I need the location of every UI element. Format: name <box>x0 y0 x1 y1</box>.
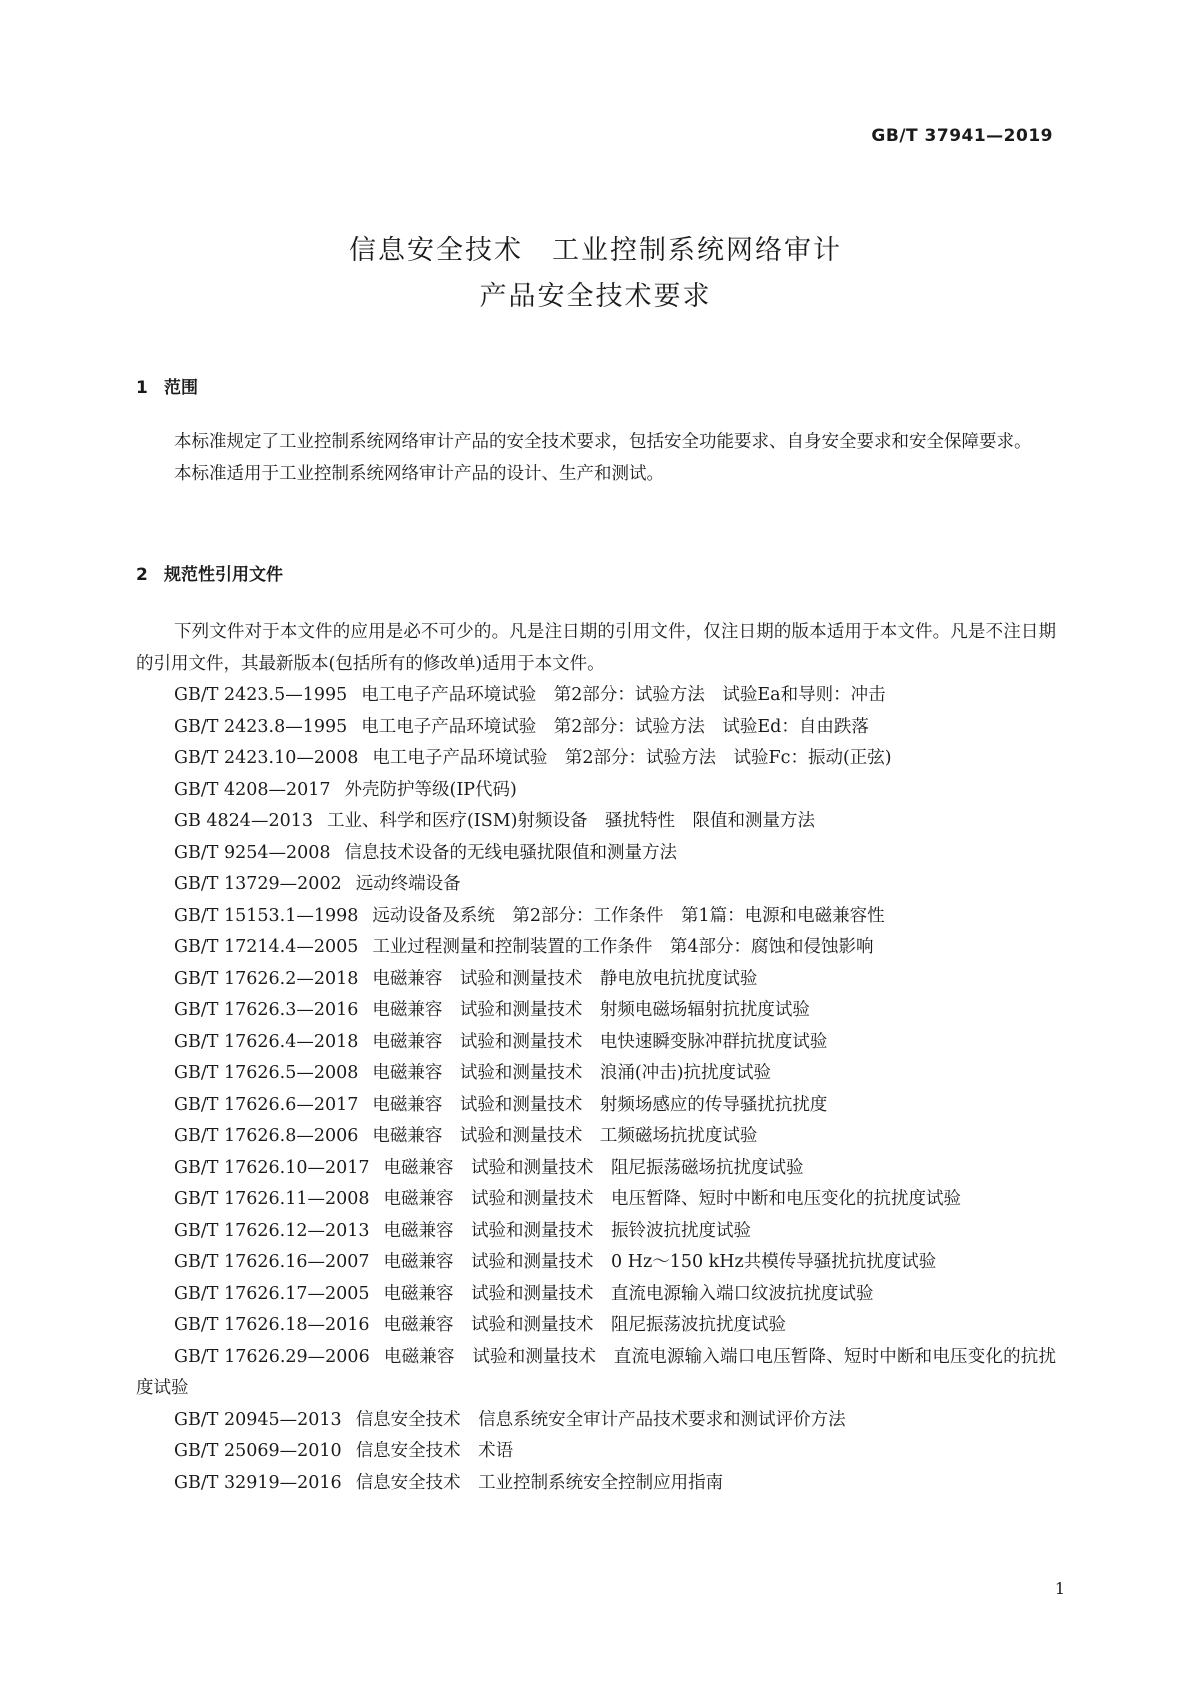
section-2-title: 规范性引用文件 <box>164 565 283 585</box>
reference-title: 信息安全技术 工业控制系统安全控制应用指南 <box>355 1472 724 1493</box>
reference-item <box>136 743 1056 775</box>
reference-code: GB/T 17626.29—2006 <box>174 1346 370 1367</box>
section-2-body <box>136 617 1056 1499</box>
reference-code: GB/T 13729—2002 <box>174 874 342 894</box>
reference-item <box>136 1310 1056 1342</box>
reference-item <box>136 1436 1056 1468</box>
reference-title: 电工电子产品环境试验 第2部分：试验方法 试验Ed：自由跌落 <box>361 716 869 737</box>
reference-code: GB/T 17626.10—2017 <box>174 1157 370 1178</box>
reference-code: GB/T 17626.5—2008 <box>174 1063 359 1083</box>
reference-item <box>136 1279 1056 1311</box>
reference-item <box>136 838 1056 870</box>
document-title-line-2: 产品安全技术要求 <box>479 281 712 312</box>
reference-item <box>136 964 1056 996</box>
section-1-paragraph-1: 本标准规定了工业控制系统网络审计产品的安全技术要求，包括安全功能要求、自身安全要求和安全保障要求。 <box>174 432 1032 452</box>
reference-item <box>136 712 1056 744</box>
reference-code: GB/T 25069—2010 <box>174 1441 342 1461</box>
section-2-number: 2 <box>136 565 148 585</box>
reference-code: GB/T 20945—2013 <box>174 1409 342 1430</box>
section-2-intro: 下列文件对于本文件的应用是必不可少的。凡是注日期的引用文件，仅注日期的版本适用于本文件。凡是不注日期的引用文件，其最新版本(包括所有的修改单)适用于本文件。 <box>136 622 1056 674</box>
page-number: 1 <box>1054 1579 1065 1598</box>
reference-title: 电磁兼容 试验和测量技术 直流电源输入端口纹波抗扰度试验 <box>383 1283 874 1304</box>
reference-code: GB/T 17626.3—2016 <box>174 1000 359 1020</box>
reference-item <box>136 995 1056 1027</box>
reference-title: 电磁兼容 试验和测量技术 电压暂降、短时中断和电压变化的抗扰度试验 <box>383 1189 962 1209</box>
reference-title: 电磁兼容 试验和测量技术 振铃波抗扰度试验 <box>383 1220 752 1241</box>
reference-title: 电磁兼容 试验和测量技术 阻尼振荡波抗扰度试验 <box>383 1315 787 1335</box>
reference-code: GB/T 9254—2008 <box>174 842 331 863</box>
reference-item <box>136 1027 1056 1059</box>
reference-item <box>136 1405 1056 1437</box>
reference-item <box>136 806 1056 838</box>
reference-code: GB/T 17626.16—2007 <box>174 1252 370 1272</box>
reference-title: 电工电子产品环境试验 第2部分：试验方法 试验Ea和导则：冲击 <box>361 685 886 705</box>
reference-title: 电磁兼容 试验和测量技术 电快速瞬变脉冲群抗扰度试验 <box>372 1031 828 1052</box>
reference-title: 电磁兼容 试验和测量技术 0 Hz～150 kHz共模传导骚扰抗扰度试验 <box>383 1252 937 1272</box>
reference-item <box>136 1121 1056 1153</box>
reference-code: GB/T 17626.6—2017 <box>174 1094 359 1115</box>
section-1-heading <box>136 373 198 398</box>
section-2-heading <box>136 560 283 585</box>
reference-code: GB/T 17626.2—2018 <box>174 968 359 989</box>
reference-item <box>136 680 1056 712</box>
reference-code: GB 4824—2013 <box>174 811 313 831</box>
section-1-number: 1 <box>136 378 148 398</box>
reference-code: GB/T 2423.5—1995 <box>174 685 348 705</box>
reference-item <box>136 1090 1056 1122</box>
reference-code: GB/T 17626.12—2013 <box>174 1220 370 1241</box>
reference-item <box>136 901 1056 933</box>
reference-item <box>136 1468 1056 1500</box>
reference-title: 电磁兼容 试验和测量技术 射频场感应的传导骚扰抗扰度 <box>372 1094 828 1115</box>
reference-item <box>136 1153 1056 1185</box>
reference-title: 电磁兼容 试验和测量技术 阻尼振荡磁场抗扰度试验 <box>383 1157 804 1178</box>
reference-title: 电磁兼容 试验和测量技术 工频磁场抗扰度试验 <box>372 1126 758 1146</box>
reference-code: GB/T 4208—2017 <box>174 779 331 800</box>
reference-item <box>136 1342 1056 1405</box>
section-1-paragraph-2: 本标准适用于工业控制系统网络审计产品的设计、生产和测试。 <box>174 463 664 484</box>
standard-code: GB/T 37941—2019 <box>871 126 1053 146</box>
reference-title: 远动设备及系统 第2部分：工作条件 第1篇：电源和电磁兼容性 <box>372 905 885 926</box>
reference-title: 信息安全技术 术语 <box>355 1441 514 1461</box>
reference-code: GB/T 2423.10—2008 <box>174 748 359 768</box>
reference-code: GB/T 17626.8—2006 <box>174 1126 359 1146</box>
reference-code: GB/T 17626.18—2016 <box>174 1315 370 1335</box>
reference-title: 电磁兼容 试验和测量技术 射频电磁场辐射抗扰度试验 <box>372 1000 810 1020</box>
reference-title: 电工电子产品环境试验 第2部分：试验方法 试验Fc：振动(正弦) <box>372 748 892 768</box>
reference-code: GB/T 17626.11—2008 <box>174 1189 370 1209</box>
reference-title: 电磁兼容 试验和测量技术 浪涌(冲击)抗扰度试验 <box>372 1063 772 1083</box>
reference-title: 电磁兼容 试验和测量技术 静电放电抗扰度试验 <box>372 968 758 989</box>
reference-item <box>136 932 1056 964</box>
section-1-title: 范围 <box>164 378 198 398</box>
reference-code: GB/T 2423.8—1995 <box>174 716 348 737</box>
reference-title: 远动终端设备 <box>355 874 461 894</box>
reference-code: GB/T 15153.1—1998 <box>174 905 359 926</box>
reference-code: GB/T 17626.4—2018 <box>174 1031 359 1052</box>
reference-code: GB/T 17626.17—2005 <box>174 1283 370 1304</box>
reference-title: 信息安全技术 信息系统安全审计产品技术要求和测试评价方法 <box>355 1409 846 1430</box>
document-title-line-1: 信息安全技术 工业控制系统网络审计 <box>349 235 842 266</box>
section-1-body <box>136 427 1056 490</box>
reference-item <box>136 1184 1056 1216</box>
reference-title: 信息技术设备的无线电骚扰限值和测量方法 <box>344 842 678 863</box>
reference-title: 外壳防护等级(IP代码) <box>344 779 517 800</box>
reference-code: GB/T 17214.4—2005 <box>174 937 359 957</box>
reference-code: GB/T 32919—2016 <box>174 1472 342 1493</box>
reference-title: 电磁兼容 试验和测量技术 直流电源输入端口电压暂降、短时中断和电压变化的抗扰度试验 <box>136 1346 1056 1398</box>
reference-item <box>136 1058 1056 1090</box>
reference-title: 工业、科学和医疗(ISM)射频设备 骚扰特性 限值和测量方法 <box>326 811 815 831</box>
reference-item <box>136 1247 1056 1279</box>
reference-item <box>136 869 1056 901</box>
reference-item <box>136 775 1056 807</box>
reference-list <box>136 680 1056 1499</box>
reference-item <box>136 1216 1056 1248</box>
reference-title: 工业过程测量和控制装置的工作条件 第4部分：腐蚀和侵蚀影响 <box>372 937 874 957</box>
